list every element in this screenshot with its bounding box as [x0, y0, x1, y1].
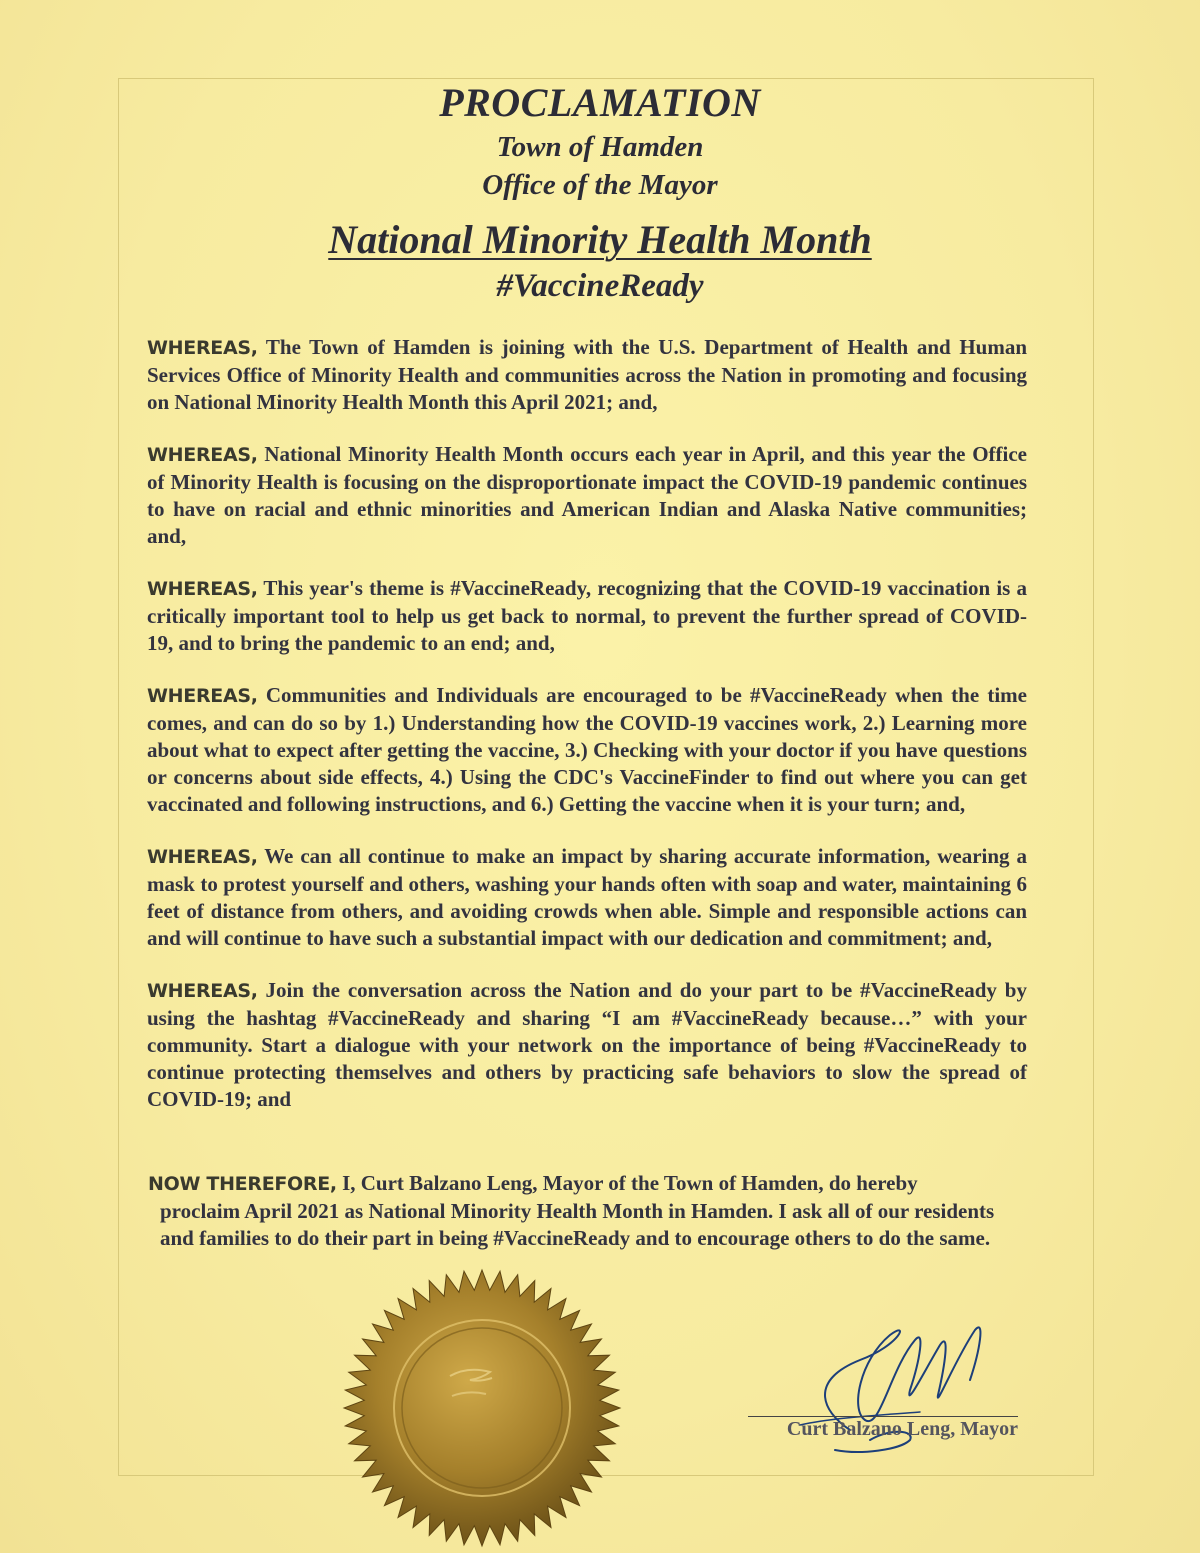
whereas-paragraph	[147, 441, 1027, 550]
proclamation-title: PROCLAMATION	[439, 80, 761, 125]
whereas-lead: WHEREAS,	[147, 444, 258, 466]
whereas-lead: WHEREAS,	[147, 578, 258, 600]
event-title: National Minority Health Month	[328, 217, 872, 262]
closing-text: I, Curt Balzano Leng, Mayor of the Town of Hamden, do hereby proclaim April 2021 as National Minority Health Month in Hamden. I ask all of our residents and families to do their part in being #VaccineReady and to encourage others to do the same.	[160, 1171, 995, 1250]
mayor-signature-block	[740, 1300, 1030, 1460]
whereas-lead: WHEREAS,	[147, 980, 258, 1002]
office-name: Office of the Mayor	[482, 169, 718, 201]
signature-line	[748, 1416, 1018, 1417]
whereas-paragraph	[147, 843, 1027, 952]
town-name: Town of Hamden	[496, 131, 704, 163]
paragraph-text: Join the conversation across the Nation and do your part to be #VaccineReady by using the hashtag #VaccineReady and sharing “I am #VaccineReady because…” with your community. Start a dialogue with your network on the importance of being #VaccineReady to continue protecting themselves and others by practicing safe behaviors to slow the spread of COVID-19; and	[147, 978, 1027, 1111]
signature-caption: Curt Balzano Leng, Mayor	[786, 1418, 1018, 1440]
paragraph-text: This year's theme is #VaccineReady, recognizing that the COVID-19 vaccination is a critically important tool to help us get back to normal, to prevent the further spread of COVID-19, and to bring the pandemic to an end; and,	[147, 576, 1027, 655]
whereas-paragraph	[147, 977, 1027, 1113]
whereas-lead: WHEREAS,	[147, 846, 258, 868]
whereas-paragraph	[147, 682, 1027, 818]
whereas-lead: WHEREAS,	[147, 685, 258, 707]
paragraph-text: Communities and Individuals are encouraged to be #VaccineReady when the time comes, and can do so by 1.) Understanding how the COVID-19 vaccines work, 2.) Learning more about what to expect after getting the vaccine, 3.) Checking with your doctor if you have questions or concerns about side effects, 4.) Using the CDC's VaccineFinder to find out where you can get vaccinated and following instructions, and 6.) Getting the vaccine when it is your turn; and,	[147, 683, 1027, 816]
whereas-lead: WHEREAS,	[147, 337, 258, 359]
proclamation-header	[0, 78, 1200, 308]
now-therefore-paragraph	[148, 1170, 1000, 1252]
now-therefore-lead: NOW THEREFORE,	[148, 1173, 337, 1195]
gold-seal-icon	[332, 1268, 632, 1548]
whereas-paragraph	[147, 334, 1027, 416]
event-hashtag: #VaccineReady	[496, 268, 704, 304]
whereas-paragraph	[147, 575, 1027, 657]
paragraph-text: We can all continue to make an impact by sharing accurate information, wearing a mask to protest yourself and others, washing your hands often with soap and water, maintaining 6 feet of distance from others, and avoiding crowds when able. Simple and responsible actions can and will continue to have such a substantial impact with our dedication and commitment; and,	[147, 844, 1027, 950]
paragraph-text: National Minority Health Month occurs each year in April, and this year the Office of Minority Health is focusing on the disproportionate impact the COVID-19 pandemic continues to have on racial and ethnic minorities and American Indian and Alaska Native communities; and,	[147, 442, 1027, 548]
paragraph-text: The Town of Hamden is joining with the U.S. Department of Health and Human Services Office of Minority Health and communities across the Nation in promoting and focusing on National Minority Health Month this April 2021; and,	[147, 335, 1027, 414]
whereas-clauses	[147, 334, 1027, 1138]
